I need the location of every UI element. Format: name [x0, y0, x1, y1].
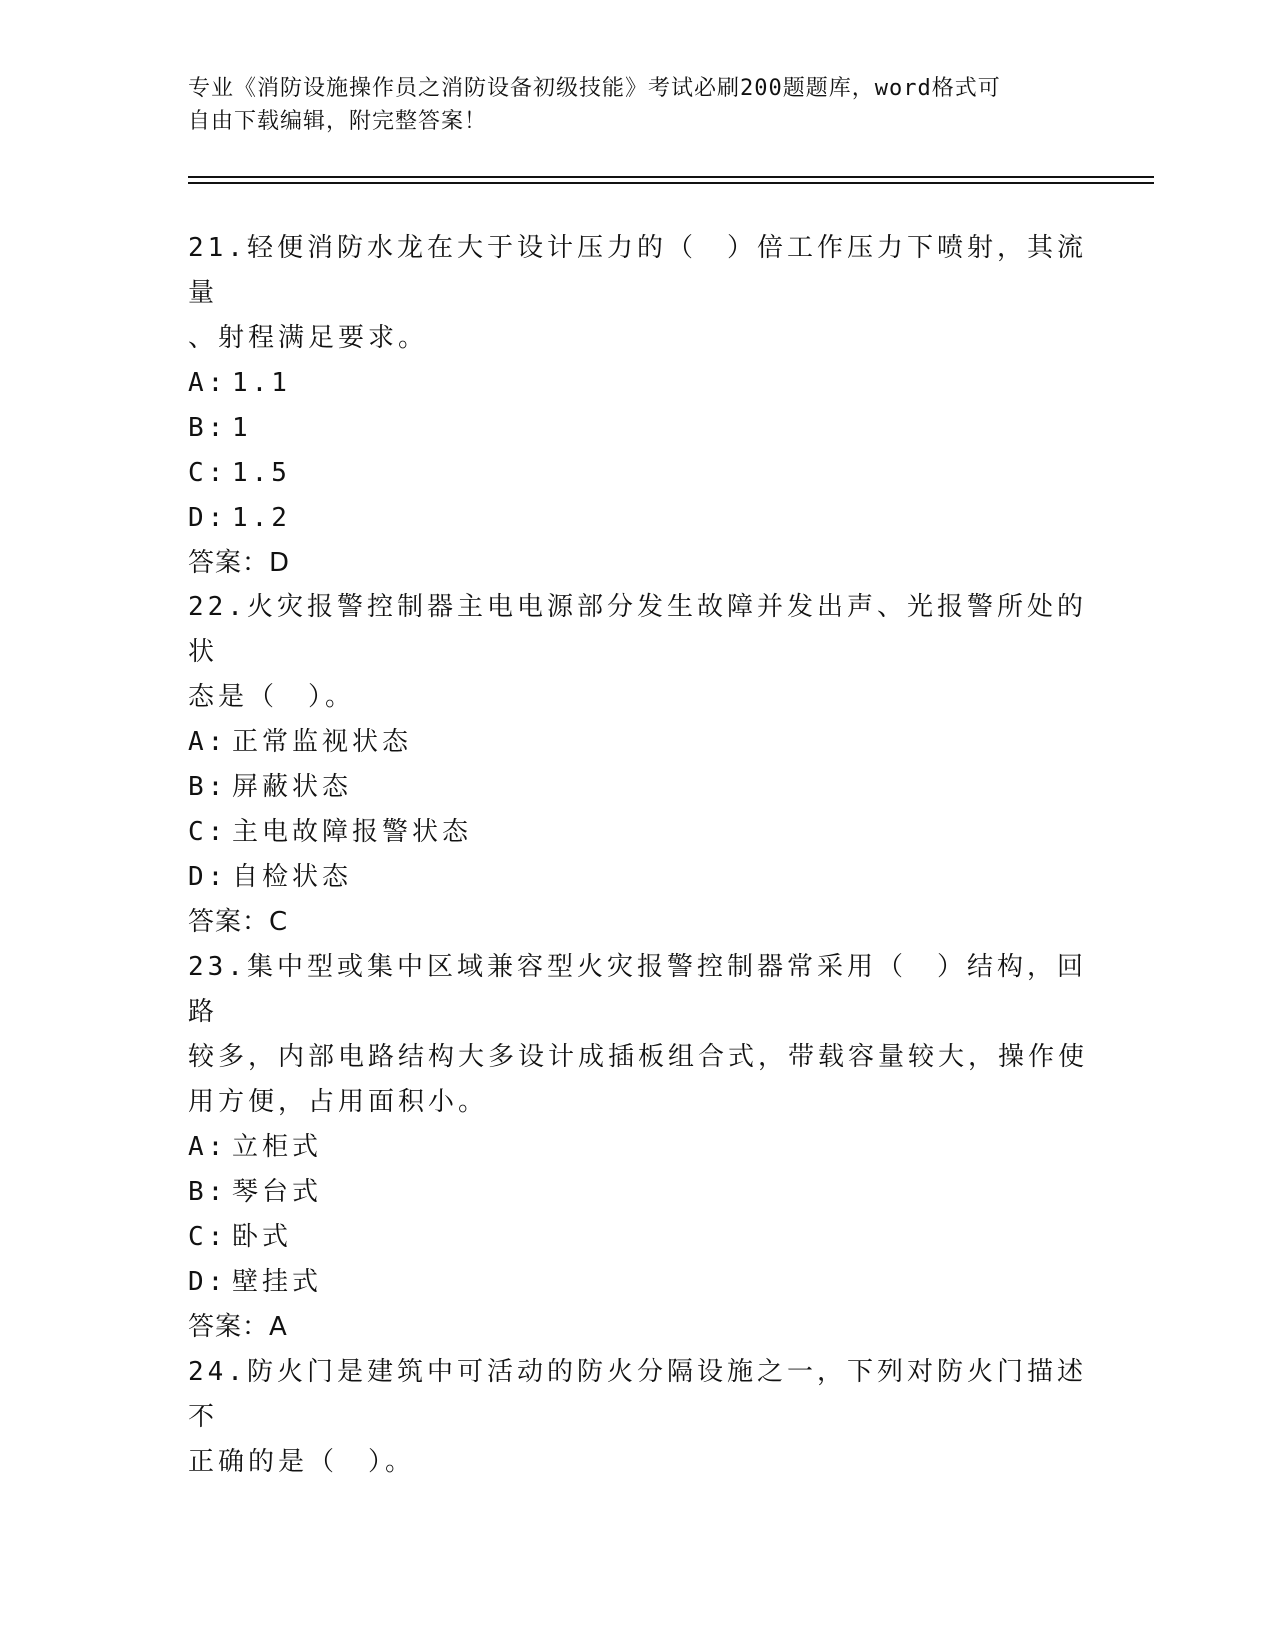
- option-label: B:: [188, 413, 228, 443]
- question-21: [188, 226, 1088, 586]
- header-divider-bottom: [188, 182, 1154, 184]
- option-label: B:: [188, 1177, 228, 1207]
- option-text: 立柜式: [232, 1132, 323, 1162]
- option-text: 壁挂式: [232, 1267, 323, 1297]
- header-divider-top: [188, 176, 1154, 178]
- question-22: [188, 585, 1088, 945]
- option-b: [188, 406, 1088, 451]
- option-label: A:: [188, 368, 228, 398]
- option-label: D:: [188, 1267, 228, 1297]
- question-stem-line: 24.防火门是建筑中可活动的防火分隔设施之一，下列对防火门描述不: [188, 1357, 1087, 1432]
- option-text: 卧式: [232, 1222, 293, 1252]
- answer-line: 答案：C: [188, 907, 289, 937]
- option-b: [188, 1170, 1088, 1215]
- question-stem-line: 22.火灾报警控制器主电电源部分发生故障并发出声、光报警所处的状: [188, 592, 1087, 667]
- option-b: [188, 765, 1088, 810]
- option-c: [188, 810, 1088, 855]
- header-line-1: 专业《消防设施操作员之消防设备初级技能》考试必刷200题题库，word格式可: [188, 76, 1001, 101]
- option-c: [188, 1215, 1088, 1260]
- option-c: [188, 451, 1088, 496]
- option-text: 1: [232, 413, 252, 443]
- question-stem-line: 较多，内部电路结构大多设计成插板组合式，带载容量较大，操作使: [188, 1042, 1089, 1072]
- option-text: 1.1: [232, 368, 291, 398]
- document-header: [188, 72, 1068, 138]
- option-text: 正常监视状态: [232, 727, 413, 757]
- option-label: A:: [188, 727, 228, 757]
- question-stem-line: 用方便，占用面积小。: [188, 1087, 489, 1117]
- option-label: B:: [188, 772, 228, 802]
- answer-line: 答案：D: [188, 548, 291, 578]
- question-23: [188, 945, 1088, 1350]
- question-stem-line: 态是（ ）。: [188, 682, 356, 712]
- option-label: C:: [188, 1222, 228, 1252]
- question-stem-line: 23.集中型或集中区域兼容型火灾报警控制器常采用（ ）结构，回路: [188, 952, 1087, 1027]
- option-text: 自检状态: [232, 862, 353, 892]
- option-label: C:: [188, 458, 228, 488]
- option-a: [188, 361, 1088, 406]
- option-d: [188, 496, 1088, 541]
- header-line-2: 自由下载编辑，附完整答案！: [188, 109, 488, 134]
- question-stem-line: 21.轻便消防水龙在大于设计压力的（ ）倍工作压力下喷射，其流量: [188, 233, 1087, 308]
- option-label: D:: [188, 503, 228, 533]
- option-text: 屏蔽状态: [232, 772, 353, 802]
- question-stem-line: 正确的是（ ）。: [188, 1447, 416, 1477]
- question-stem-line: 、射程满足要求。: [188, 323, 429, 353]
- option-label: C:: [188, 817, 228, 847]
- option-d: [188, 1260, 1088, 1305]
- option-a: [188, 720, 1088, 765]
- option-label: A:: [188, 1132, 228, 1162]
- option-text: 琴台式: [232, 1177, 323, 1207]
- option-a: [188, 1125, 1088, 1170]
- option-d: [188, 855, 1088, 900]
- option-text: 1.5: [232, 458, 291, 488]
- option-text: 主电故障报警状态: [232, 817, 473, 847]
- answer-line: 答案：A: [188, 1312, 288, 1342]
- question-24: [188, 1350, 1088, 1485]
- option-text: 1.2: [232, 503, 291, 533]
- option-label: D:: [188, 862, 228, 892]
